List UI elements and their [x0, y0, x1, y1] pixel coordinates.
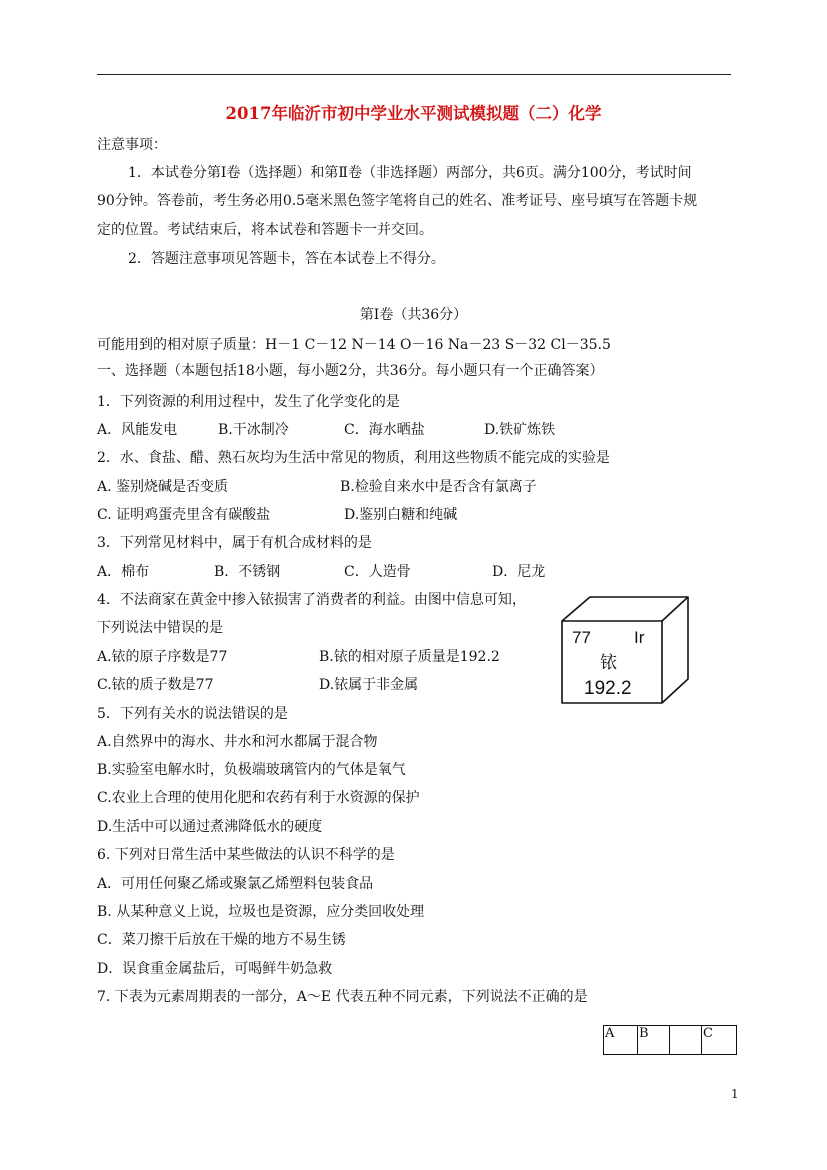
q5-option-a: A.自然界中的海水、井水和河水都属于混合物	[97, 734, 378, 750]
notice-line-3: 定的位置。考试结束后，将本试卷和答题卡一并交回。	[97, 222, 433, 238]
q2-option-a: A. 鉴别烧碱是否变质	[97, 479, 229, 495]
q2-option-b: B.检验自来水中是否含有氯离子	[340, 479, 537, 495]
q1-option-a: A．风能发电	[97, 422, 178, 438]
element-name: 铱	[600, 653, 617, 673]
q4-option-b: B.铱的相对原子质量是192.2	[319, 649, 500, 665]
element-symbol: Ir	[634, 628, 645, 647]
pt-cell-b: B	[638, 1026, 670, 1055]
q3-stem: 3．下列常见材料中，属于有机合成材料的是	[97, 535, 372, 551]
q7-stem: 7. 下表为元素周期表的一部分，A～E 代表五种不同元素，下列说法不正确的是	[97, 989, 588, 1005]
q3-option-d: D．尼龙	[492, 564, 546, 580]
q6-option-d: D．误食重金属盐后，可喝鲜牛奶急救	[97, 961, 333, 977]
iridium-element-card	[560, 595, 692, 705]
q4-option-a: A.铱的原子序数是77	[97, 649, 228, 665]
q5-stem: 5．下列有关水的说法错误的是	[97, 706, 288, 722]
q4-stem-2: 下列说法中错误的是	[97, 620, 223, 636]
q2-stem: 2．水、食盐、醋、熟石灰均为生活中常见的物质，利用这些物质不能完成的实验是	[97, 450, 610, 466]
q1-option-b: B.干冰制冷	[218, 422, 289, 438]
notice-line-1: 1．本试卷分第Ⅰ卷（选择题）和第Ⅱ卷（非选择题）两部分，共6页。满分100分，考试时间	[128, 165, 692, 181]
part-one-heading: 一、选择题（本题包括18小题，每小题2分，共36分。每小题只有一个正确答案）	[97, 363, 604, 379]
page-title: 2017年临沂市初中学业水平测试模拟题（二）化学	[225, 104, 602, 123]
q1-option-d: D.铁矿炼铁	[484, 422, 556, 438]
q5-option-b: B.实验室电解水时，负极端玻璃管内的气体是氧气	[97, 762, 406, 778]
section-title: 第Ⅰ卷（共36分）	[359, 307, 468, 323]
q6-option-a: A．可用任何聚乙烯或聚氯乙烯塑料包装食品	[97, 876, 374, 892]
q4-option-c: C.铱的质子数是77	[97, 677, 214, 693]
q3-option-a: A．棉布	[97, 564, 150, 580]
notice-line-4: 2．答题注意事项见答题卡，答在本试卷上不得分。	[128, 251, 445, 267]
notice-heading: 注意事项：	[97, 137, 167, 153]
atomic-masses: 可能用到的相对原子质量：H－1 C－12 N－14 O－16 Na－23 S－32 Cl－35.5	[97, 337, 611, 353]
notice-line-2: 90分钟。答卷前，考生务必用0.5毫米黑色签字笔将自己的姓名、准考证号、座号填写在答题卡规	[97, 193, 698, 209]
periodic-table-fragment	[603, 1025, 737, 1055]
pt-cell-empty	[670, 1026, 702, 1055]
element-number: 77	[572, 628, 591, 647]
q1-stem: 1．下列资源的利用过程中，发生了化学变化的是	[97, 394, 400, 410]
page-number: 1	[731, 1087, 739, 1101]
q2-option-c: C. 证明鸡蛋壳里含有碳酸盐	[97, 507, 271, 523]
q6-option-c: C．菜刀擦干后放在干燥的地方不易生锈	[97, 932, 346, 948]
q2-option-d: D.鉴别白糖和纯碱	[344, 507, 458, 523]
q3-option-c: C．人造骨	[344, 564, 411, 580]
element-mass: 192.2	[584, 678, 632, 699]
q4-stem-1: 4．不法商家在黄金中掺入铱损害了消费者的利益。由图中信息可知，	[97, 592, 526, 608]
q6-stem: 6. 下列对日常生活中某些做法的认识不科学的是	[97, 847, 395, 863]
pt-cell-a: A	[604, 1026, 638, 1055]
q6-option-b: B. 从某种意义上说，垃圾也是资源，应分类回收处理	[97, 904, 425, 920]
q5-option-d: D.生活中可以通过煮沸降低水的硬度	[97, 819, 323, 835]
q1-option-c: C．海水晒盐	[344, 422, 425, 438]
q4-option-d: D.铱属于非金属	[319, 677, 419, 693]
pt-cell-c: C	[702, 1026, 737, 1055]
q5-option-c: C.农业上合理的使用化肥和农药有利于水资源的保护	[97, 790, 420, 806]
top-rule	[97, 74, 731, 75]
q3-option-b: B．不锈钢	[214, 564, 281, 580]
